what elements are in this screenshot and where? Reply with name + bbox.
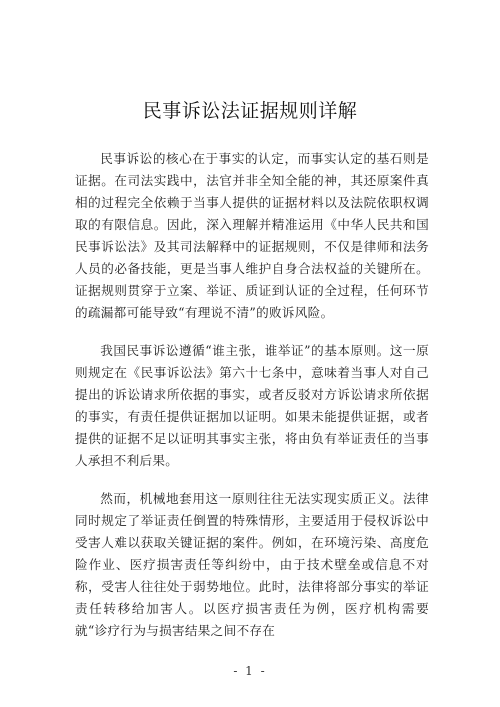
document-title: 民事诉讼法证据规则详解 (142, 100, 358, 122)
paragraph-burden-of-proof: 我国民事诉讼遵循“谁主张，谁举证”的基本原则。这一原则规定在《民事诉讼法》第六十七条中，意味着当事人对自己提出的诉讼请求所依据的事实，或者反驳对方诉讼请求所依据的事实，有责任提供证据加以证明。如果未能提供证据，或者提供的证据不足以证明其事实主张，将由负有举证责任的当事人承担不利后果。 (75, 343, 429, 468)
paragraph-reversed-burden: 然而，机械地套用这一原则往往无法实现实质正义。法律同时规定了举证责任倒置的特殊情形，主要适用于侵权诉讼中受害人难以获取关键证据的案件。例如，在环境污染、高度危险作业、医疗损害责任等纠纷中，由于技术壁垒或信息不对称，受害人往往处于弱势地位。此时，法律将部分事实的举证责任转移给加害人。以医疗损害责任为例，医疗机构需要就“诊疗行为与损害结果之间不存在 (75, 491, 429, 638)
page-number: - 1 - (233, 664, 267, 678)
paragraph-intro: 民事诉讼的核心在于事实的认定，而事实认定的基石则是证据。在司法实践中，法官并非全知全能的神，其还原案件真相的过程完全依赖于当事人提供的证据材料以及法院依职权调取的有限信息。因此，深入理解并精准运用《中华人民共和国民事诉讼法》及其司法解释中的证据规则，不仅是律师和法务人员的必备技能，更是当事人维护自身合法权益的关键所在。证据规则贯穿于立案、举证、质证到认证的全过程，任何环节的疏漏都可能导致“有理说不清”的败诉风险。 (75, 151, 429, 320)
document-body (75, 148, 429, 658)
